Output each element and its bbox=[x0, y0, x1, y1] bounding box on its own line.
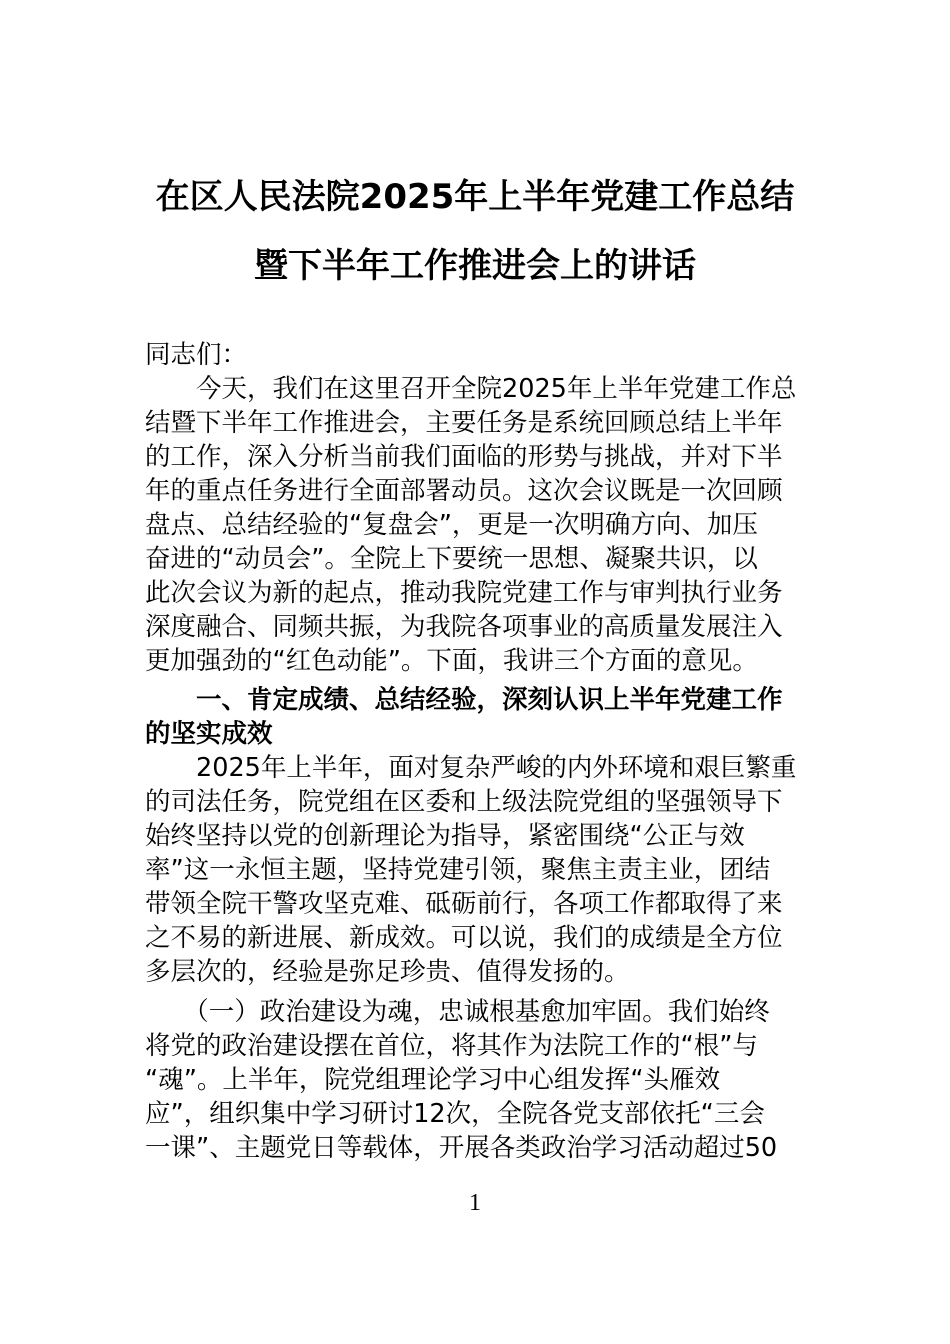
paragraph-line: 带领全院干警攻坚克难、砥砺前行，各项工作都取得了来 bbox=[145, 889, 783, 919]
section-heading-line: 的坚实成效 bbox=[145, 719, 273, 749]
paragraph-line: 今天，我们在这里召开全院2025年上半年党建工作总 bbox=[145, 374, 797, 404]
paragraph-line: 的司法任务，院党组在区委和上级法院党组的坚强领导下 bbox=[145, 787, 783, 817]
document-title-line-1: 在区人民法院2025年上半年党建工作总结 bbox=[155, 177, 795, 217]
paragraph-line: 始终坚持以党的创新理论为指导，紧密围绕“公正与效 bbox=[145, 821, 745, 851]
paragraph-line: 更加强劲的“红色动能”。下面，我讲三个方面的意见。 bbox=[145, 646, 758, 676]
paragraph-line: 年的重点任务进行全面部署动员。这次会议既是一次回顾 bbox=[145, 476, 783, 506]
paragraph-line: 应”，组织集中学习研讨12次，全院各党支部依托“三会 bbox=[145, 1099, 765, 1129]
paragraph-line: 盘点、总结经验的“复盘会”，更是一次明确方向、加压 bbox=[145, 510, 758, 540]
paragraph-line: 率”这一永恒主题，坚持党建引领，聚焦主责主业，团结 bbox=[145, 855, 771, 885]
paragraph-line: 此次会议为新的起点，推动我院党建工作与审判执行业务 bbox=[145, 578, 783, 608]
paragraph-line: 奋进的“动员会”。全院上下要统一思想、凝聚共识，以 bbox=[145, 544, 758, 574]
paragraph-line: 2025年上半年，面对复杂严峻的内外环境和艰巨繁重 bbox=[145, 753, 797, 783]
page-number: 1 bbox=[469, 1190, 481, 1216]
section-heading-line: 一、肯定成绩、总结经验，深刻认识上半年党建工作 bbox=[145, 685, 783, 715]
paragraph-line: 的工作，深入分析当前我们面临的形势与挑战，并对下半 bbox=[145, 442, 783, 472]
paragraph-line: （一）政治建设为魂，忠诚根基愈加牢固。我们始终 bbox=[145, 997, 770, 1027]
document-title-line-2: 暨下半年工作推进会上的讲话 bbox=[254, 246, 696, 286]
paragraph-line: 多层次的，经验是弥足珍贵、值得发扬的。 bbox=[145, 957, 630, 987]
paragraph-line: 深度融合、同频共振，为我院各项事业的高质量发展注入 bbox=[145, 612, 783, 642]
paragraph-line: 结暨下半年工作推进会，主要任务是系统回顾总结上半年 bbox=[145, 408, 783, 438]
salutation: 同志们： bbox=[145, 340, 248, 370]
paragraph-line: 一课”、主题党日等载体，开展各类政治学习活动超过50 bbox=[145, 1133, 778, 1163]
paragraph-line: “魂”。上半年，院党组理论学习中心组发挥“头雁效 bbox=[145, 1065, 721, 1095]
paragraph-line: 将党的政治建设摆在首位，将其作为法院工作的“根”与 bbox=[145, 1031, 758, 1061]
paragraph-line: 之不易的新进展、新成效。可以说，我们的成绩是全方位 bbox=[145, 923, 783, 953]
